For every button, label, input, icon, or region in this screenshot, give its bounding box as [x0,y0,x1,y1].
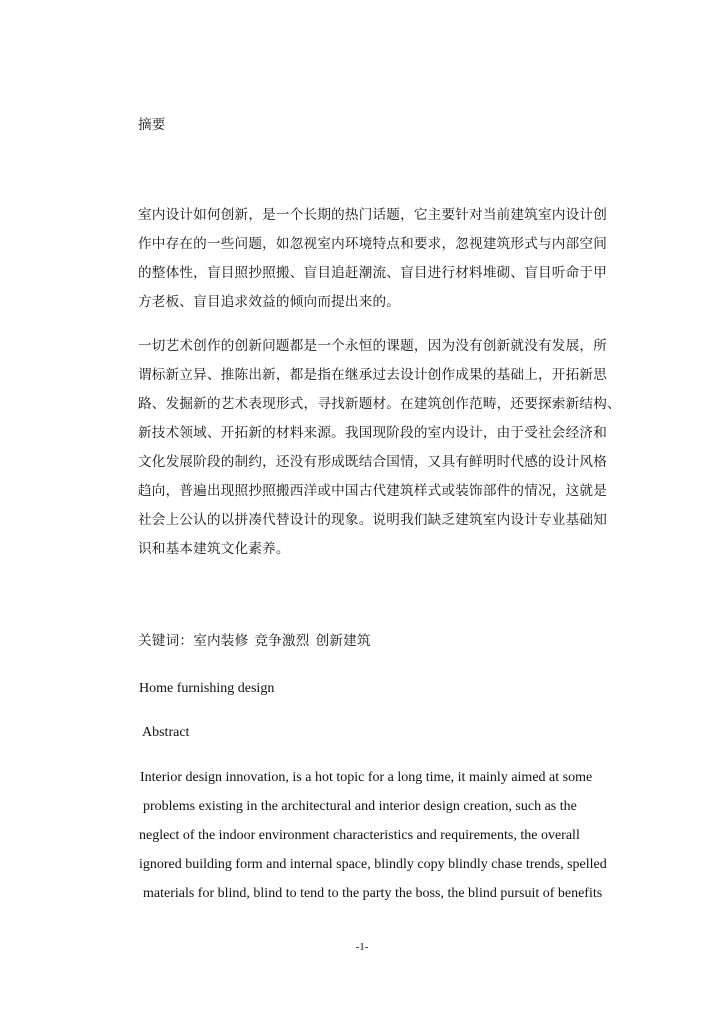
paragraph-line: 一切艺术创作的创新问题都是一个永恒的课题，因为没有创新就没有发展，所 [138,338,607,354]
paragraph-line: 文化发展阶段的制约，还没有形成既结合国情，又具有鲜明时代感的设计风格 [138,454,607,470]
paragraph-line: 路、发掘新的艺术表现形式，寻找新题材。在建筑创作范畴，还要探索新结构、 [138,396,621,412]
paragraph-line: 新技术领域、开拓新的材料来源。我国现阶段的室内设计，由于受社会经济和 [138,425,607,441]
keywords-label: 关键词： [138,633,194,649]
paragraph-line: 趋向，普遍出现照抄照搬西洋或中国古代建筑样式或装饰部件的情况，这就是 [138,483,607,499]
keywords-line [138,632,377,650]
paragraph-line: 社会上公认的以拼凑代替设计的现象。说明我们缺乏建筑室内设计专业基础知 [138,512,607,528]
paragraph-line: 的整体性，盲目照抄照搬、盲目追赶潮流、盲目进行材料堆砌、盲目听命于甲 [138,265,607,281]
keyword-item: 室内装修 [193,633,249,649]
paragraph-line: 方老板、盲目追求效益的倾向而提出来的。 [138,294,401,310]
keyword-item: 竞争激烈 [254,633,310,649]
paragraph-line: 室内设计如何创新，是一个长期的热门话题，它主要针对当前建筑室内设计创 [138,207,607,223]
paragraph-line: 作中存在的一些问题，如忽视室内环境特点和要求，忽视建筑形式与内部空间 [138,236,607,252]
english-title: Home furnishing design [139,681,275,696]
abstract-line: problems existing in the architectural and interior design creation, such as the [143,799,577,814]
abstract-line: ignored building form and internal space, blindly copy blindly chase trends, spelled [139,857,607,872]
paragraph-line: 谓标新立异、推陈出新，都是指在继承过去设计创作成果的基础上，开拓新思 [138,367,607,383]
page-number: -1- [355,941,369,953]
keyword-item: 创新建筑 [315,633,371,649]
paragraph-line: 识和基本建筑文化素养。 [138,541,290,557]
abstract-line: neglect of the indoor environment characteristics and requirements, the overall [139,828,580,843]
abstract-heading-cn: 摘要 [138,117,166,133]
abstract-line: Interior design innovation, is a hot topic for a long time, it mainly aimed at some [140,770,593,785]
abstract-line: materials for blind, blind to tend to the party the boss, the blind pursuit of benefits [143,886,603,901]
abstract-heading-en: Abstract [142,725,190,740]
